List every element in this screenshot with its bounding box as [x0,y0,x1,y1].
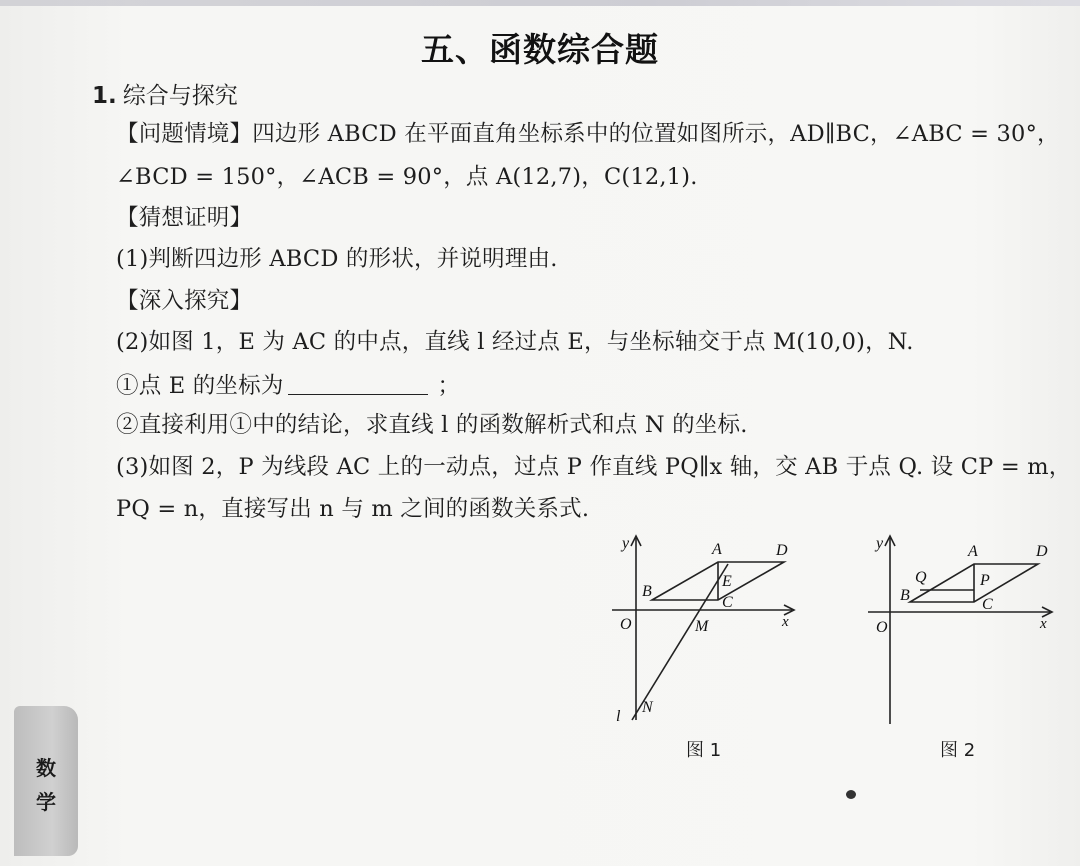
label-a: A [968,543,978,560]
label-e: E [722,573,732,590]
question-title: 综合与探究 [122,83,238,109]
question-number: 1. [92,83,117,109]
label-c: C [722,594,733,611]
part-3-line-2: PQ = n，直接写出 n 与 m 之间的函数关系式. [116,496,590,522]
conjecture-header: 【猜想证明】 [116,205,253,231]
figure-1-diagram [600,528,810,728]
label-a: A [712,541,722,558]
label-n: N [642,699,653,716]
label-l: l [616,708,621,725]
part-2-sub-2: ②直接利用①中的结论，求直线 l 的函数解析式和点 N 的坐标. [116,412,748,438]
part-2-sub-1: ①点 E 的坐标为 ； [116,373,461,399]
label-y: y [622,535,630,552]
subject-tab [14,706,78,856]
figure-1 [600,528,810,732]
label-d: D [776,542,788,559]
question-heading [92,77,238,110]
subject-tab-char-2: 学 [36,790,56,814]
part-1: (1)判断四边形 ABCD 的形状，并说明理由. [116,246,558,272]
section-title: 五、函数综合题 [421,30,659,69]
label-o: O [876,619,888,636]
part-2: (2)如图 1，E 为 AC 的中点，直线 l 经过点 E，与坐标轴交于点 M(10,0)，N. [116,329,914,355]
part-3-line-1: (3)如图 2，P 为线段 AC 上的一动点，过点 P 作直线 PQ∥x 轴，交 AB 于点 Q. 设 CP = m， [116,454,1072,480]
problem-situation-line-2: ∠BCD = 150°，∠ACB = 90°，点 A(12,7)，C(12,1). [116,164,698,190]
answer-blank [288,374,428,395]
label-y: y [876,535,884,552]
figure-2-diagram [860,528,1060,728]
label-q: Q [915,569,927,586]
label-b: B [900,587,910,604]
label-x: x [1040,616,1047,632]
figure-2 [860,528,1060,732]
figure-2-caption: 图 2 [940,740,976,761]
problem-situation-line-1: 【问题情境】四边形 ABCD 在平面直角坐标系中的位置如图所示，AD∥BC，∠ABC = 30°， [116,121,1060,147]
label-d: D [1036,543,1048,560]
page-mark [846,790,856,799]
label-m: M [695,618,709,635]
subject-tab-char-1: 数 [36,756,56,780]
label-o: O [620,616,632,633]
label-b: B [642,583,652,600]
label-c: C [982,596,993,613]
label-x: x [782,614,789,630]
label-p: P [980,572,990,589]
explore-header: 【深入探究】 [116,288,253,314]
page-top-edge [0,0,1080,6]
figure-1-caption: 图 1 [686,740,722,761]
